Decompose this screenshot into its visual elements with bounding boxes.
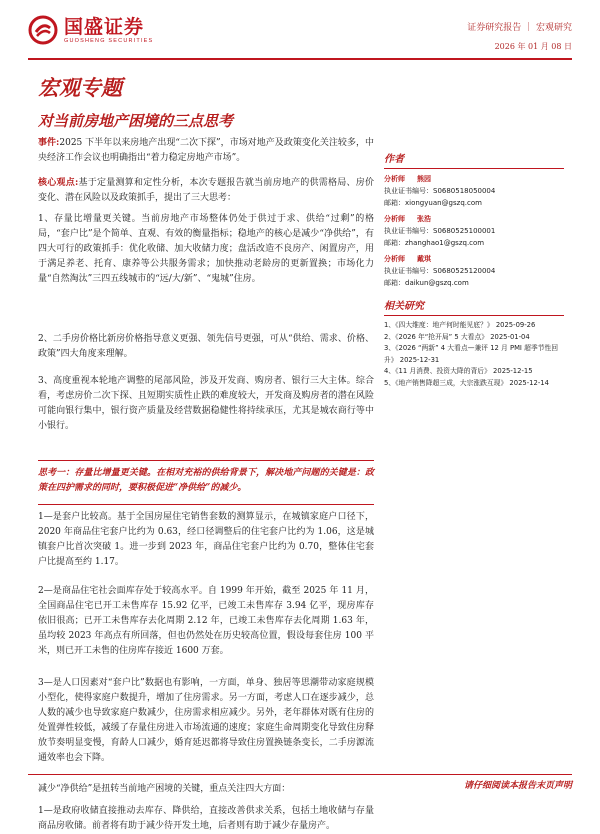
analyst-role: 分析师: [384, 175, 405, 183]
related-item[interactable]: 5、《地产销售降超三成，大宗涨跌互现》 2025-12-14: [384, 378, 549, 387]
analyst-email[interactable]: 邮箱：daikun@gszq.com: [384, 279, 469, 287]
point-2: [38, 332, 374, 362]
analyst-cert: 执业证书编号：S0680525120004: [384, 267, 496, 275]
footer-divider: [28, 774, 572, 775]
related-item[interactable]: 1、《四大维度：地产何时能见底？》 2025-09-26: [384, 321, 536, 329]
related-item[interactable]: 4、《11 月消费、投资大降的背后》 2025-12-15: [384, 367, 533, 375]
think1-p5-text: 1—是政府收储直接推动去库存、降供给，直接改善供求关系，包括土地收储与存量商品房收储。前者将有助于减少待开发土地，后者则有助于减少存量房产。: [38, 806, 374, 831]
analysts-title: 作者: [384, 154, 404, 165]
think1-p4-text: 减少“净供给”是扭转当前地产困境的关键，重点关注四大方面：: [38, 784, 291, 794]
analyst-card: [384, 173, 564, 209]
point-1-text: 1、存量比增量更关键。当前房地产市场整体仍处于供过于求、供给“过剩”的格局，“套户比”是个简单、直观、有效的衡量指标；稳地产的核心是减少“净供给”，有四大可行的政策抓手：优化收储、加大收储力度；盘活改造不良房产、闲置房产，用于满足养老、托育、康养等公共服务需求；加快推动老龄房的更新置换；市场化力量“自然淘汰”三四五线城市的“远/大/新”、“鬼城”住房。: [38, 214, 374, 284]
think1-p1-text: 1—是套户比较高。基于全国房屋住宅销售套数的测算显示，在城镇家庭户口径下，2020 年商品住宅套户比约为 0.63，经口径调整后的住宅套户比约为 1.06，这是城镇套户比首次突破 1。进一步到 2023 年，商品住宅套户比约为 0.70，整体住宅套户比提高至约 1.17。: [38, 512, 374, 567]
core-text: 基于定量测算和定性分析，本次专题报告就当前房地产的供需格局、房价变化、潜在风险以及政策抓手，提出了三大思考：: [38, 178, 374, 203]
event-lead: 事件:: [38, 138, 60, 148]
related-item[interactable]: 2、《2026 年“抢开局” 5 大看点》 2025-01-04: [384, 332, 530, 341]
footer-disclaimer: 请仔细阅读本报告末页声明: [463, 781, 572, 791]
related-title: 相关研究: [384, 301, 424, 312]
event-text: 2025 下半年以来房地产出现“二次下探”，市场对地产及政策变化关注较多，中央经济工作会议也明确指出“着力稳定房地产市场”。: [38, 138, 374, 163]
section-divider-2: [38, 504, 374, 505]
think1-para-1: [38, 510, 374, 570]
think1-para-2: [38, 584, 374, 659]
analyst-email[interactable]: 邮箱：xiongyuan@gszq.com: [384, 199, 482, 207]
logo-text-en: GUOSHENG SECURITIES: [64, 37, 154, 44]
report-category: 证券研究报告 ｜ 宏观研究: [467, 23, 572, 33]
point-1: [38, 212, 374, 287]
report-title: 对当前房地产困境的三点思考: [38, 112, 234, 130]
section-divider: [38, 460, 374, 461]
think1-p3-text: 3—是人口因素对“套户比”数据也有影响，一方面，单身、独居等思潮带动家庭规模小型化，使得家庭户数提升，增加了住房需求。另一方面，考虑人口在逐步减少，总人数的减少也导致家庭户数减少，住房需求相应减少。另外，老年群体对既有住房的处置弹性较低，减缓了存量住房进入市场流通的速度；家庭生命周期变化导致住房释放节奏明显变慢，育龄人口减少，婚育延迟都将导致住房置换链条变长，二手房源流通效率也会下降。: [38, 678, 374, 763]
analyst-role: 分析师: [384, 215, 405, 223]
header-divider: [28, 58, 572, 60]
analyst-name: 戴琪: [417, 255, 431, 263]
related-list: [384, 320, 564, 389]
analysts-divider: [384, 168, 564, 169]
point-3-text: 3、高度重视本轮地产调整的尾部风险，涉及开发商、购房者、银行三大主体。综合看，考虑房价二次下探、且短期实质性止跌的难度较大，开发商及购房者的潜在风险可能向银行集中，银行资产质量及经营数据稳健性将持续承压，尤其是城农商行等中小银行。: [38, 376, 374, 431]
related-item[interactable]: 3、《2026 “两新” 4 大看点—兼评 12 月 PMI 超季节性回升》 2025-12-31: [384, 344, 559, 364]
report-type: 宏观专题: [38, 75, 122, 100]
header-meta: [467, 20, 572, 52]
core-lead: 核心观点:: [38, 178, 79, 188]
think1-para-3: [38, 676, 374, 766]
point-2-text: 2、二手房价格比新房价格指导意义更强、领先信号更强，可从“供给、需求、价格、政策”四大角度来理解。: [38, 334, 374, 359]
related-divider: [384, 315, 564, 316]
event-paragraph: [38, 136, 374, 166]
core-paragraph: [38, 176, 374, 206]
logo-text-cn: 国盛证券: [64, 15, 145, 38]
think1-heading: [38, 466, 374, 496]
point-3: [38, 374, 374, 434]
analyst-name: 张浩: [417, 215, 431, 223]
think1-para-5: [38, 804, 374, 834]
logo-mark-icon: [28, 15, 58, 45]
analyst-name: 熊园: [417, 175, 431, 183]
sidebar: [384, 150, 564, 389]
think1-para-4: [38, 782, 374, 797]
analyst-card: [384, 253, 564, 289]
think1-lead: 思考一：存量比增量更关键。在相对充裕的供给背景下，解决地产问题的关键是：政策在四护需求的同时，要积极促进“净供给”的减少。: [38, 468, 374, 493]
analyst-card: [384, 213, 564, 249]
analyst-email[interactable]: 邮箱：zhanghao1@gszq.com: [384, 239, 485, 247]
analyst-cert: 执业证书编号：S0680518050004: [384, 187, 496, 195]
company-logo: [28, 12, 178, 48]
analyst-role: 分析师: [384, 255, 405, 263]
analyst-cert: 执业证书编号：S0680525100001: [384, 227, 496, 235]
think1-p2-text: 2—是商品住宅社会面库存处于较高水平。自 1999 年开始，截至 2025 年 11 月，全国商品住宅已开工未售库存 15.92 亿平，已竣工未售库存 3.94 亿平，现房库存依旧很高；已开工未售库存去化周期 2.12 年，已竣工未售库存去化周期 1.63 年，虽均较 2023 年高点有所回落，但也仍然处在历史较高位置，假设每套住房 100 平米，则已开工未售的住房库存接近 1600 万套。: [38, 586, 374, 656]
report-date: 2026 年 01 月 08 日: [494, 42, 572, 51]
